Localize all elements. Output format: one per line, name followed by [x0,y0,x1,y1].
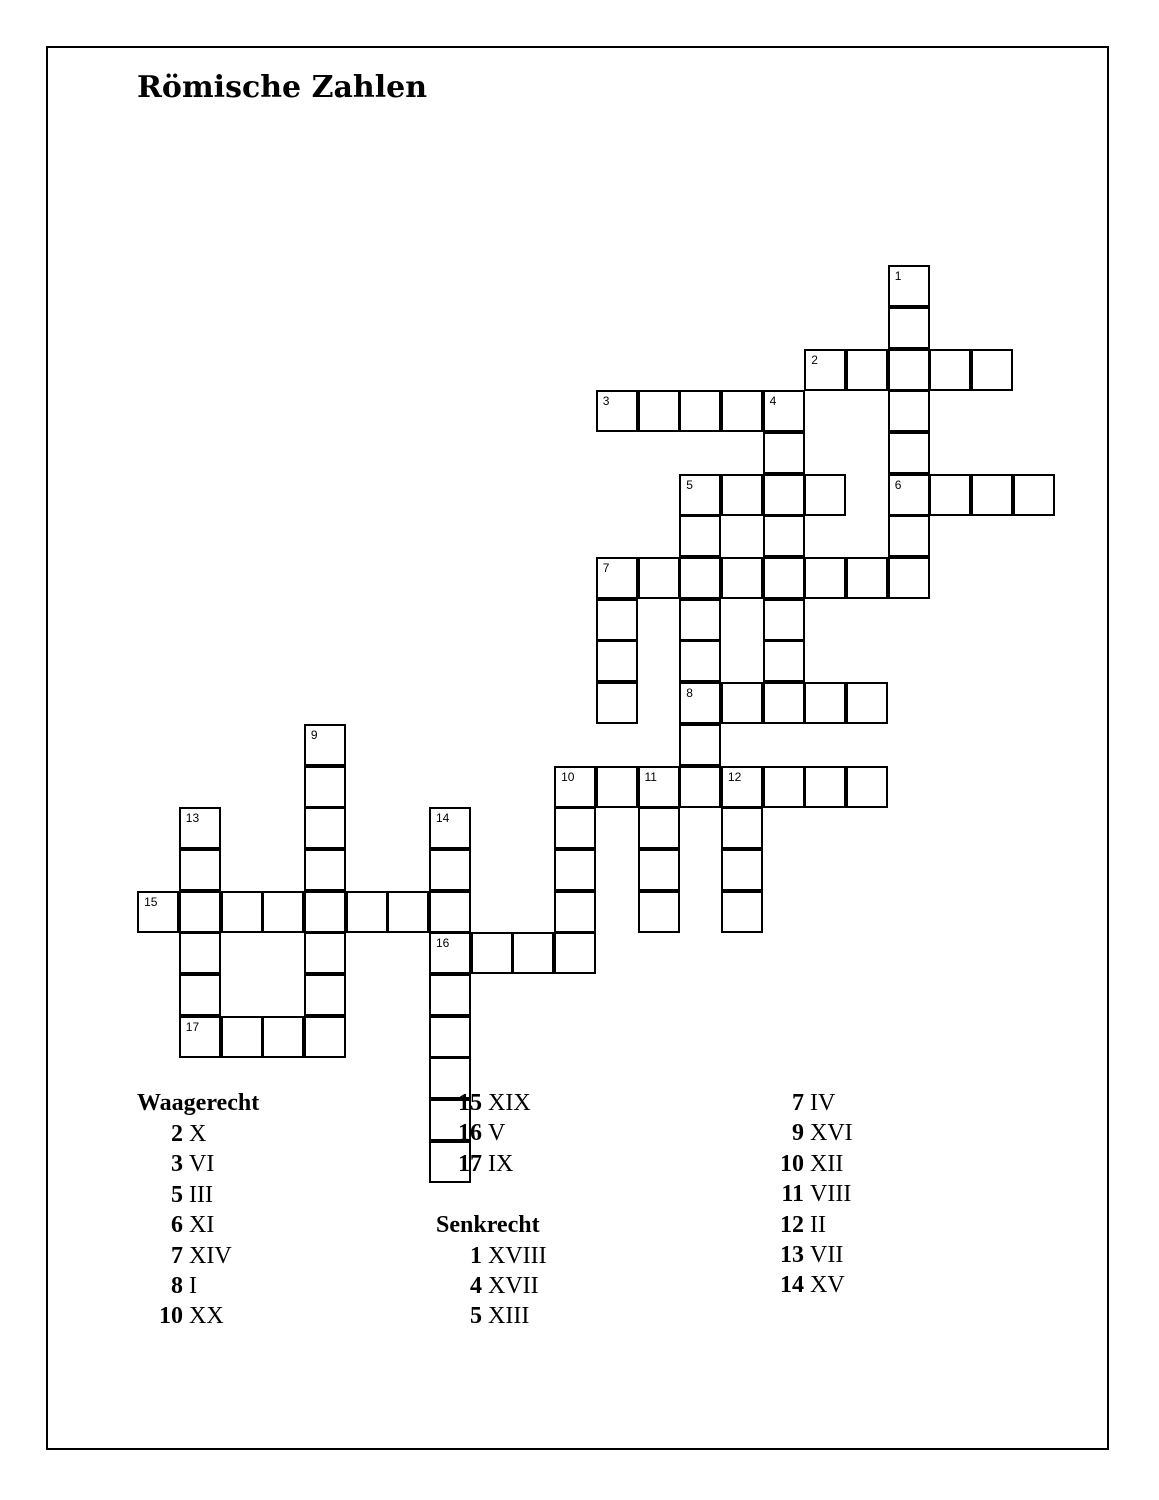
crossword-cell[interactable] [763,474,805,516]
clue-number: 2 [171,1121,183,1147]
crossword-cell[interactable] [346,891,388,933]
crossword-cell[interactable] [721,390,763,432]
crossword-cell[interactable] [679,515,721,557]
cell-number: 4 [769,394,777,409]
crossword-cell[interactable] [679,724,721,766]
crossword-cell[interactable] [429,849,471,891]
clue-text: XX [189,1303,224,1330]
clue-number: 1 [470,1242,482,1269]
crossword-cell[interactable] [888,390,930,432]
clue-item [758,1270,853,1300]
clue-item [137,1149,259,1179]
crossword-cell[interactable] [304,807,346,849]
page-title: Römische Zahlen [137,70,428,105]
clue-text: XI [189,1212,215,1239]
clue-item [436,1301,547,1331]
cell-number: 5 [686,477,693,492]
clue-number: 11 [781,1181,804,1208]
clue-text: XVIII [488,1242,547,1269]
clue-column-2 [436,1088,547,1332]
crossword-cell[interactable] [846,557,888,599]
clue-item [137,1180,259,1210]
crossword-cell[interactable] [179,849,221,891]
crossword-cell[interactable] [763,599,805,641]
crossword-cell[interactable] [721,766,763,808]
crossword-cell[interactable] [638,390,680,432]
clue-item [137,1119,259,1149]
crossword-cell[interactable] [596,682,638,724]
crossword-cell[interactable] [888,432,930,474]
crossword-cell[interactable] [304,766,346,808]
crossword-cell[interactable] [387,891,429,933]
crossword-cell[interactable] [721,807,763,849]
crossword-cell[interactable] [1013,474,1055,516]
clue-text: V [488,1120,506,1147]
crossword-cell[interactable] [554,891,596,933]
crossword-cell[interactable] [638,557,680,599]
clue-text: X [189,1121,207,1147]
crossword-cell[interactable] [554,766,596,808]
crossword-cell[interactable] [679,640,721,682]
clue-number: 14 [780,1272,804,1299]
clue-item [137,1301,259,1331]
clue-item [436,1118,547,1148]
crossword-cell[interactable] [638,849,680,891]
crossword-cell[interactable] [596,557,638,599]
crossword-cell[interactable] [304,1016,346,1058]
clue-number: 17 [458,1150,482,1177]
across-heading: Waagerecht [137,1090,260,1116]
crossword-cell[interactable] [763,766,805,808]
crossword-cell[interactable] [804,474,846,516]
cell-number: 2 [811,352,818,367]
crossword-cell[interactable] [596,599,638,641]
crossword-cell[interactable] [804,349,846,391]
crossword-cell[interactable] [304,849,346,891]
crossword-cell[interactable] [638,891,680,933]
clue-item [137,1210,259,1240]
down-heading: Senkrecht [436,1211,540,1238]
crossword-cell[interactable] [471,932,513,974]
crossword-cell[interactable] [179,807,221,849]
crossword-cell[interactable] [179,974,221,1016]
crossword-cell[interactable] [763,432,805,474]
clue-text: VIII [810,1181,852,1208]
cell-number: 17 [185,1019,200,1034]
clue-text: III [189,1181,213,1208]
cell-number: 12 [727,769,742,784]
crossword-cell[interactable] [596,390,638,432]
crossword-cell[interactable] [429,1016,471,1058]
crossword-cell[interactable] [888,474,930,516]
crossword-cell[interactable] [429,932,471,974]
clue-text: VII [810,1241,844,1268]
clue-text: XII [810,1150,844,1177]
crossword-cell[interactable] [721,891,763,933]
clue-column-3 [758,1088,853,1301]
crossword-cell[interactable] [721,474,763,516]
cell-number: 8 [686,686,693,701]
clue-number: 13 [780,1241,804,1268]
crossword-cell[interactable] [221,1016,263,1058]
crossword-cell[interactable] [804,766,846,808]
crossword-cell[interactable] [554,849,596,891]
clue-item [758,1240,853,1270]
clue-number: 3 [171,1151,183,1178]
crossword-cell[interactable] [763,640,805,682]
crossword-cell[interactable] [304,932,346,974]
clue-number: 15 [458,1090,482,1116]
crossword-cell[interactable] [721,682,763,724]
crossword-cell[interactable] [888,349,930,391]
crossword-cell[interactable] [679,557,721,599]
cell-number: 16 [436,936,450,951]
crossword-cell[interactable] [304,724,346,766]
clue-text: IV [810,1090,836,1116]
clue-item [758,1179,853,1209]
crossword-cell[interactable] [179,891,221,933]
clue-item [758,1118,853,1148]
clue-number: 5 [171,1181,183,1208]
clue-number: 4 [470,1272,482,1299]
crossword-cell[interactable] [304,974,346,1016]
clue-item [436,1088,547,1118]
crossword-cell[interactable] [888,307,930,349]
clue-number: 10 [780,1150,804,1177]
crossword-cell[interactable] [596,640,638,682]
crossword-cell[interactable] [929,349,971,391]
clue-text: IX [488,1150,514,1177]
crossword-cell[interactable] [304,891,346,933]
crossword-cell[interactable] [679,390,721,432]
crossword-cell[interactable] [763,557,805,599]
clue-text: XIII [488,1303,530,1330]
clue-number: 16 [458,1120,482,1147]
clue-item [436,1271,547,1301]
clue-number: 7 [171,1242,183,1269]
clue-item [758,1149,853,1179]
crossword-cell[interactable] [763,515,805,557]
cell-number: 6 [894,477,902,492]
crossword-cell[interactable] [804,557,846,599]
crossword-cell[interactable] [179,932,221,974]
crossword-cell[interactable] [721,557,763,599]
crossword-cell[interactable] [262,1016,304,1058]
crossword-cell[interactable] [679,474,721,516]
crossword-cell[interactable] [846,349,888,391]
crossword-cell[interactable] [971,474,1013,516]
clue-number: 7 [792,1090,804,1116]
clue-text: VI [189,1151,215,1178]
crossword-cell[interactable] [638,807,680,849]
cell-number: 14 [436,811,450,826]
crossword-cell[interactable] [846,682,888,724]
cell-number: 9 [310,727,318,742]
crossword-cell[interactable] [846,766,888,808]
crossword-cell[interactable] [888,515,930,557]
crossword-cell[interactable] [262,891,304,933]
crossword-cell[interactable] [679,766,721,808]
crossword-cell[interactable] [888,557,930,599]
clue-number: 12 [780,1211,804,1238]
crossword-cell[interactable] [971,349,1013,391]
crossword-cell[interactable] [429,807,471,849]
crossword-cell[interactable] [721,849,763,891]
crossword-cell[interactable] [638,766,680,808]
crossword-cell[interactable] [554,932,596,974]
clue-text: I [189,1272,197,1299]
crossword-cell[interactable] [137,891,179,933]
clue-text: II [810,1211,826,1238]
crossword-cell[interactable] [221,891,263,933]
clue-text: XVI [810,1120,853,1147]
clue-item [137,1241,259,1271]
clue-item [758,1210,853,1240]
crossword-cell[interactable] [679,599,721,641]
clue-number: 6 [171,1212,183,1239]
clue-item [137,1271,259,1301]
crossword-cell[interactable] [763,682,805,724]
clue-text: XV [810,1272,845,1299]
clue-item [436,1241,547,1271]
crossword-cell[interactable] [763,390,805,432]
clue-number: 5 [470,1303,482,1330]
crossword-cell[interactable] [554,807,596,849]
clue-column-1 [137,1088,259,1332]
crossword-cell[interactable] [512,932,554,974]
cell-number: 13 [185,811,200,826]
crossword-cell[interactable] [596,766,638,808]
clue-number: 9 [792,1120,804,1147]
clue-number: 8 [171,1272,183,1299]
clue-item [436,1149,547,1179]
clue-text: XIV [189,1242,232,1269]
cell-number: 3 [602,394,610,409]
crossword-cell[interactable] [429,974,471,1016]
crossword-cell[interactable] [429,891,471,933]
crossword-cell[interactable] [929,474,971,516]
clue-text: XVII [488,1272,539,1299]
clue-number: 10 [159,1303,183,1330]
cell-number: 1 [894,269,902,284]
crossword-cell[interactable] [888,265,930,307]
clue-item [758,1088,853,1118]
crossword-cell[interactable] [804,682,846,724]
cell-number: 15 [144,894,158,909]
crossword-cell[interactable] [679,682,721,724]
cell-number: 10 [561,769,575,784]
clue-text: XIX [488,1090,531,1116]
crossword-cell[interactable] [179,1016,221,1058]
cell-number: 7 [602,561,610,575]
cell-number: 11 [644,769,657,784]
clue-spacer [436,1179,547,1209]
